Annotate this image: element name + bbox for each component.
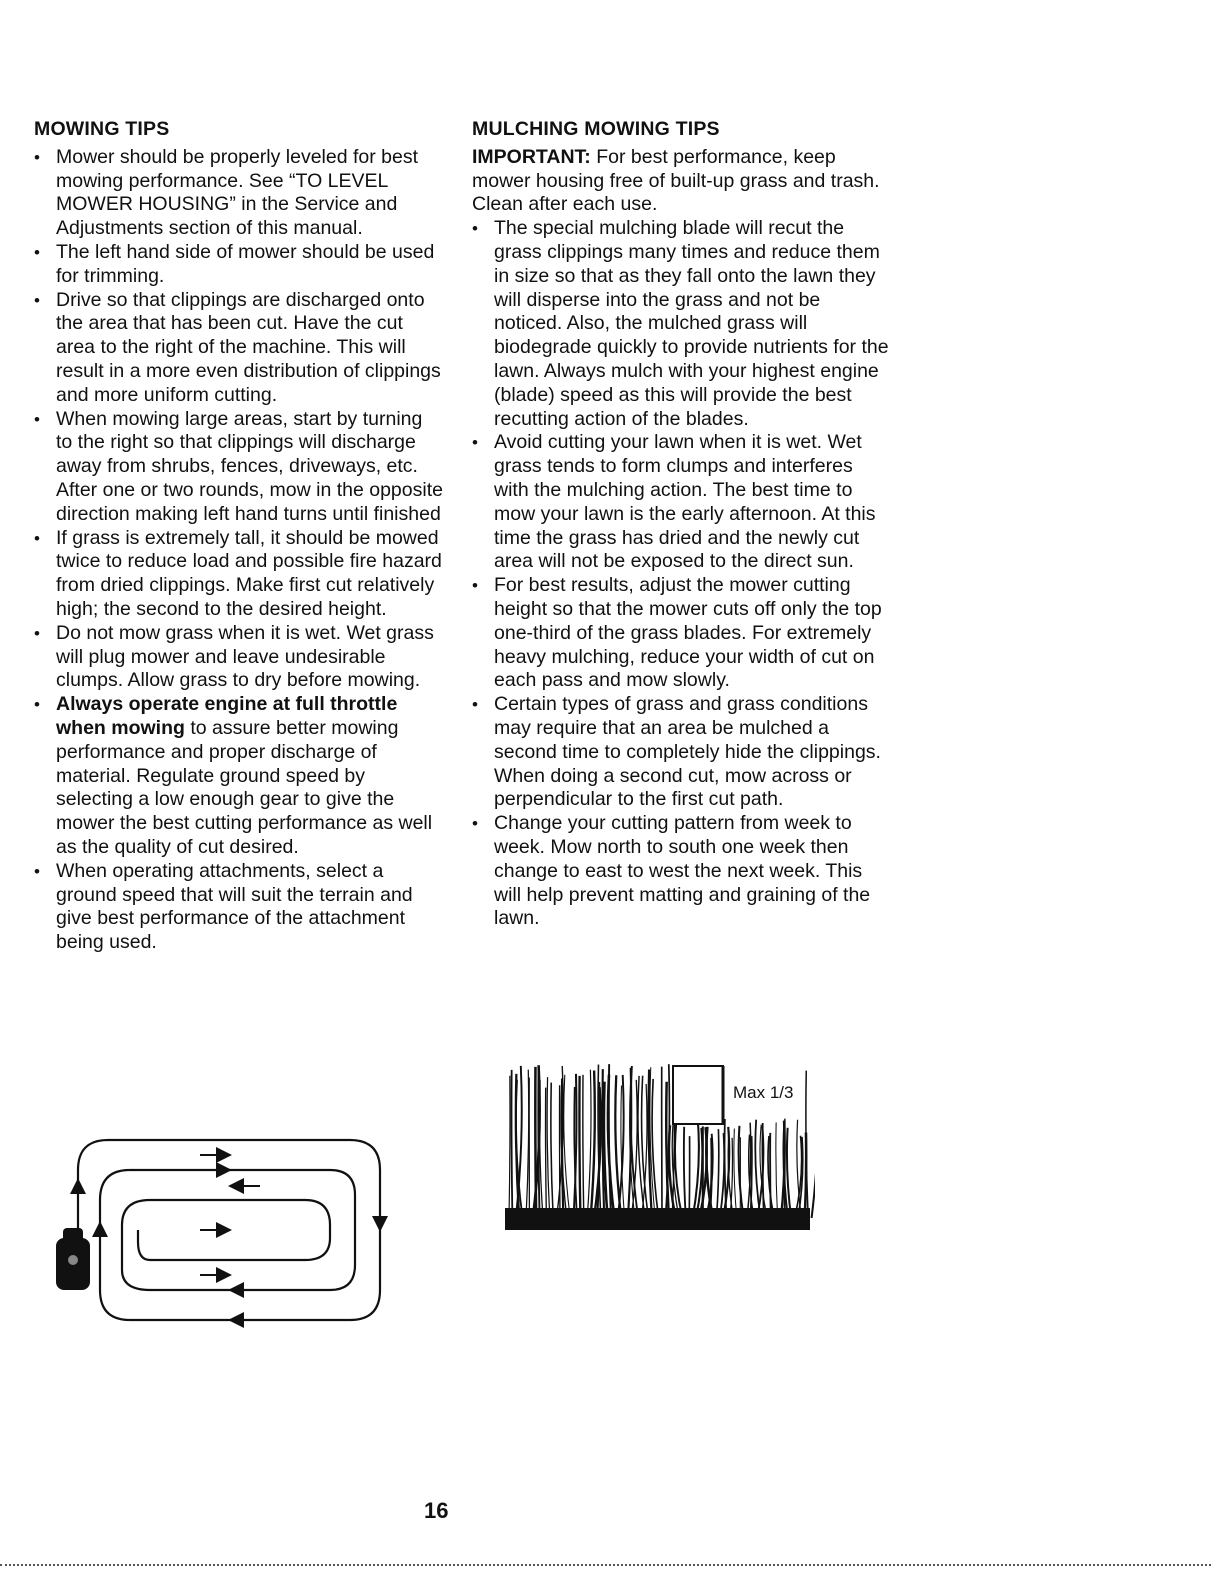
mowing-tips-section: [34, 118, 444, 955]
max-one-third-label: Max 1/3: [733, 1083, 794, 1102]
list-item: • Do not mow grass when it is wet. Wet grass will plug mower and leave undesirable clumps. Allow grass to dry before mowing.: [34, 622, 444, 693]
page-number: 16: [424, 1498, 449, 1523]
list-item: • Drive so that clippings are discharged onto the area that has been cut. Have the cut area to the right of the machine. This will result in a more even distribution of clippings and more uniform cutting.: [34, 289, 444, 408]
mulching-tips-section: [472, 118, 892, 931]
list-item: • Certain types of grass and grass conditions may require that an area be mulched a second time to completely hide the clippings. When doing a second cut, mow across or perpendicular to the first cut path.: [472, 693, 892, 812]
important-label: IMPORTANT:: [472, 145, 591, 168]
list-item: • When operating attachments, select a ground speed that will suit the terrain and give best performance of the attachment being used.: [34, 860, 444, 955]
throttle-warning-text: to assure better mowing performance and proper discharge of material. Regulate ground speed by selecting a low enough gear to give the mower the best cutting performance as well as the quality of cut desired.: [56, 716, 433, 858]
list-item: • Avoid cutting your lawn when it is wet. Wet grass tends to form clumps and interferes with the mulching action. The best time to mow your lawn is the early afternoon. At this time the grass has dried and the newly cut area will not be exposed to the direct sun.: [472, 431, 892, 574]
throttle-warning-bold: Always operate engine at full throttle when mowing: [56, 693, 398, 739]
mowing-tips-heading: MOWING TIPS: [34, 118, 170, 140]
mulching-tips-list: [472, 217, 892, 931]
important-text: For best performance, keep mower housing free of built-up grass and trash. Clean after each use.: [472, 145, 880, 216]
list-item: • When mowing large areas, start by turning to the right so that clippings will discharge away from shrubs, fences, driveways, etc. After one or two rounds, mow in the opposite direction making left hand turns until finished: [34, 408, 444, 527]
riding-mower-icon: [56, 1228, 90, 1290]
list-item: • For best results, adjust the mower cutting height so that the mower cuts off only the top one-third of the grass blades. For extremely heavy mulching, reduce your width of cut on each pass and mow slowly.: [472, 574, 892, 693]
list-item: [34, 693, 444, 860]
list-item: • Change your cutting pattern from week to week. Mow north to south one week then change to east to west the next week. This will help prevent matting and graining of the lawn.: [472, 812, 892, 931]
mowing-pattern-diagram: [50, 1130, 390, 1330]
list-item: • If grass is extremely tall, it should be mowed twice to reduce load and possible fire hazard from dried clippings. Make first cut relatively high; the second to the desired height.: [34, 527, 444, 622]
mowing-tips-list: [34, 146, 444, 955]
list-item: • The special mulching blade will recut the grass clippings many times and reduce them in size so that as they fall onto the lawn they will disperse into the grass and not be noticed. Also, the mulched grass will biodegrade quickly to provide nutrients for the lawn. Always mulch with your highest engine (blade) speed as this will provide the best recutting action of the blades.: [472, 217, 892, 431]
important-note: [472, 146, 892, 217]
list-item: • Mower should be properly leveled for best mowing performance. See “TO LEVEL MOWER HOUSING” in the Service and Adjustments section of this manual.: [34, 146, 444, 241]
mulching-tips-heading: MULCHING MOWING TIPS: [472, 118, 720, 140]
list-item: • The left hand side of mower should be used for trimming.: [34, 241, 444, 289]
bottom-divider: [0, 1564, 1211, 1566]
